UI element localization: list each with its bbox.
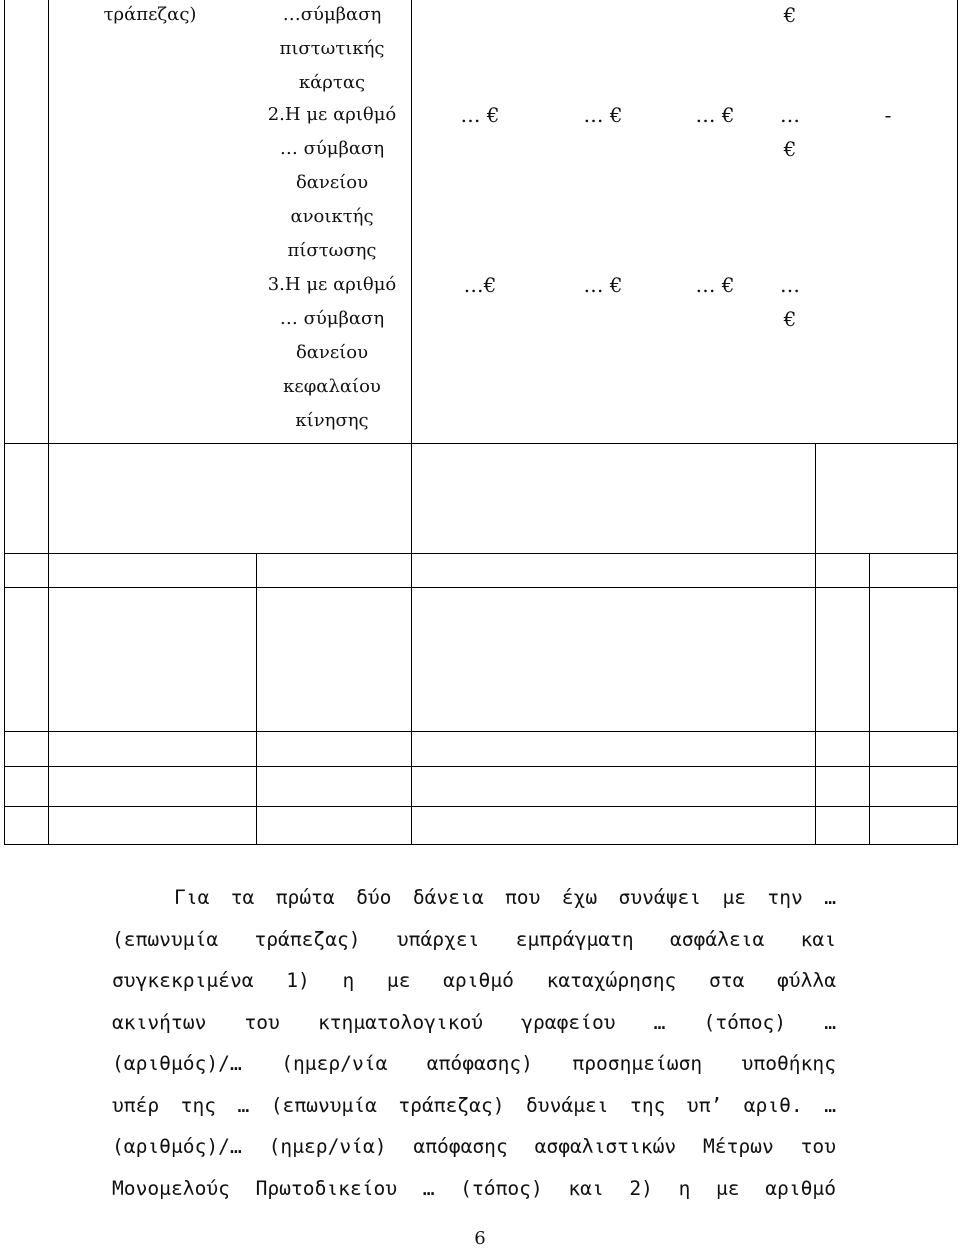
table-border	[4, 553, 958, 554]
paragraph-line: υπέρ της … (επωνυμία τράπεζας) δυνάμει της υπ’ αριθ. …	[112, 1093, 836, 1117]
cell-bank-name-tail: τράπεζας)	[103, 4, 197, 25]
table-border	[815, 443, 816, 845]
cell-working-capital-contract: 3.Η με αριθμό … σύμβαση δανείου κεφαλαίου κίνησης	[267, 274, 397, 431]
paragraph-line: (επωνυμία τράπεζας) υπάρχει εμπράγματη ασφάλεια και	[112, 927, 836, 951]
page-number: 6	[474, 1228, 486, 1249]
cell-amount: … €	[695, 273, 735, 297]
table-border	[4, 731, 958, 732]
paragraph-line: Μονομελούς Πρωτοδικείου … (τόπος) και 2) η με αριθμό	[112, 1176, 836, 1200]
table-border	[957, 0, 958, 845]
cell-amount: … €	[583, 273, 623, 297]
table-border	[4, 443, 958, 444]
cell-dash: -	[884, 103, 892, 127]
table-border	[4, 766, 958, 767]
paragraph-line: (αριθμός)/… (ημερ/νία) απόφασης ασφαλιστικών Μέτρων του	[112, 1135, 836, 1158]
table-border	[4, 587, 958, 588]
cell-credit-card-contract: …σύμβαση πιστωτικής κάρτας	[279, 4, 385, 93]
paragraph-line: ακινήτων του κτηματολογικού γραφείου … (τόπος) …	[112, 1010, 836, 1034]
table-border	[48, 0, 49, 845]
cell-amount: … €	[460, 103, 500, 127]
body-paragraph	[112, 877, 836, 1209]
table-border	[4, 844, 958, 845]
table-border	[869, 553, 870, 845]
table-border	[4, 0, 5, 845]
cell-amount: … €	[780, 273, 800, 331]
paragraph-line: (αριθμός)/… (ημερ/νία απόφασης) προσημείωση υποθήκης	[112, 1052, 836, 1075]
cell-amount: … €	[583, 103, 623, 127]
paragraph-line: Για τα πρώτα δύο δάνεια που έχω συνάψει με την …	[174, 886, 836, 909]
cell-amount: €	[783, 3, 797, 27]
cell-amount: … €	[780, 103, 800, 161]
table-border	[256, 553, 257, 845]
cell-open-credit-contract: 2.Η με αριθμό … σύμβαση δανείου ανοικτής πίστωσης	[267, 104, 397, 261]
cell-amount: …€	[463, 273, 497, 297]
cell-amount: … €	[695, 103, 735, 127]
table-border	[4, 806, 958, 807]
paragraph-line: συγκεκριμένα 1) η με αριθμό καταχώρησης στα φύλλα	[112, 969, 836, 992]
